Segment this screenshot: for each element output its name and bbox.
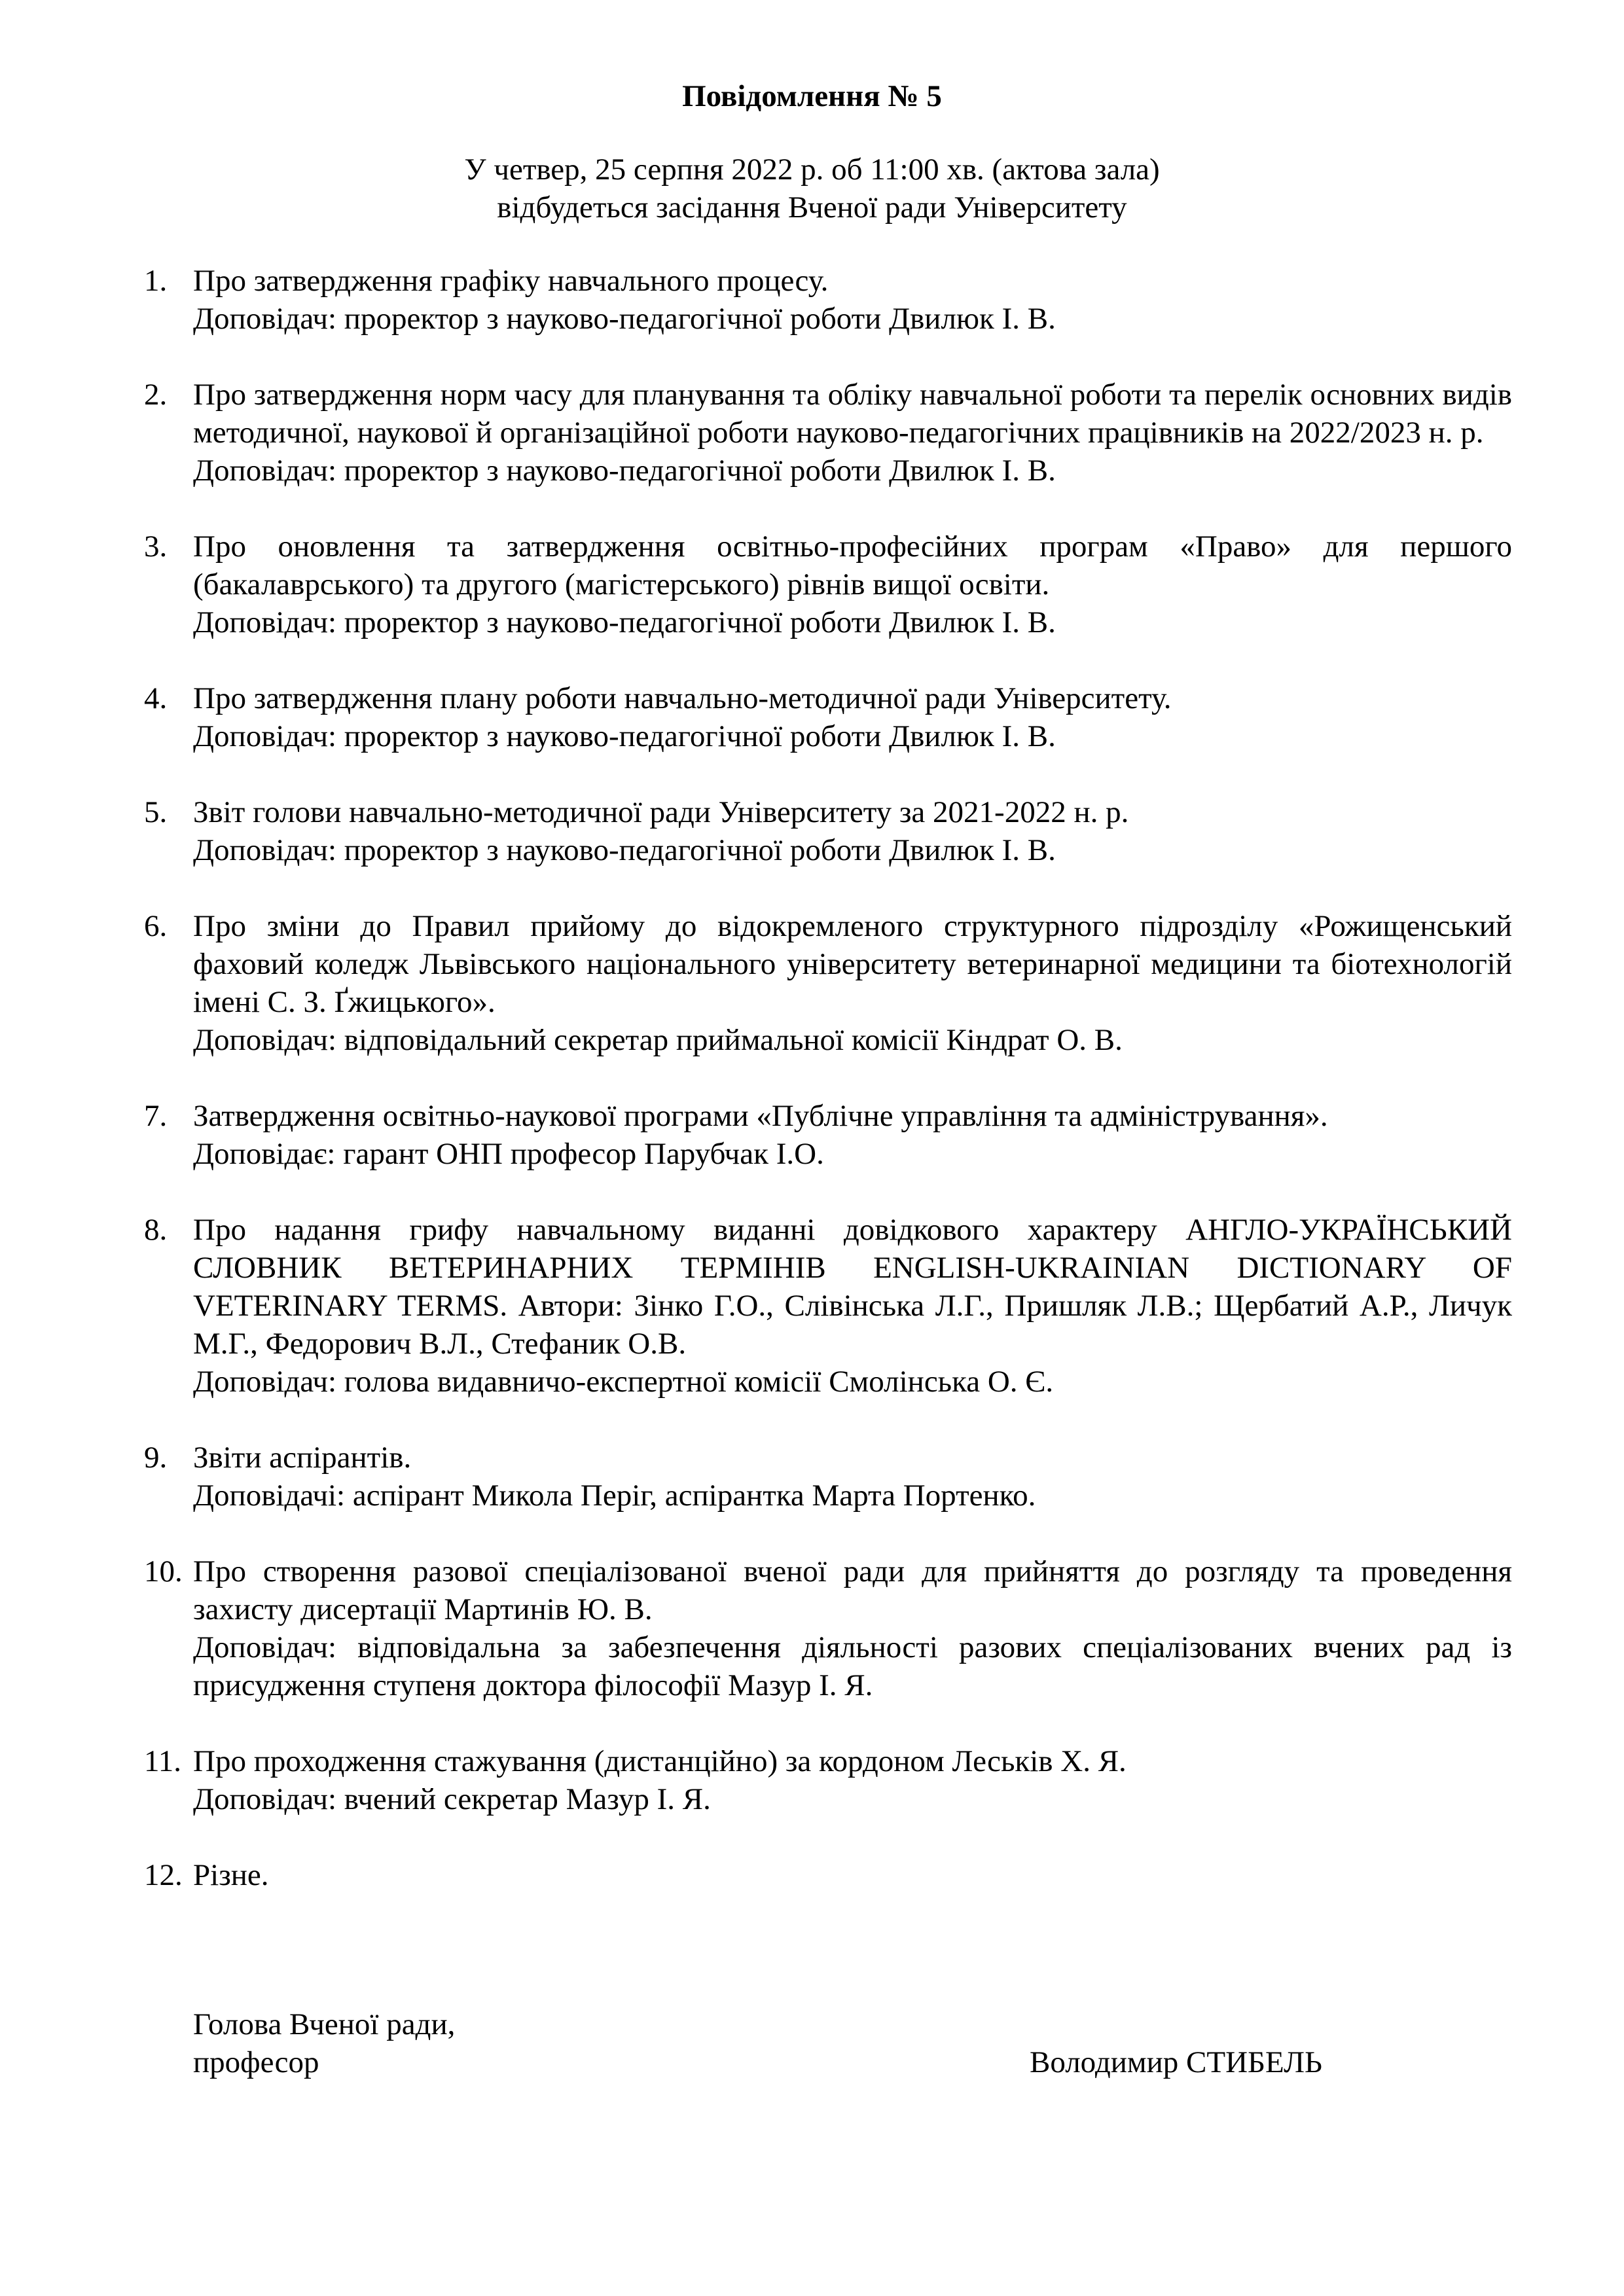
agenda-item-number: 2.	[144, 378, 168, 412]
agenda-item	[144, 793, 1512, 869]
signatory-position-line1: Голова Вченої ради,	[193, 2007, 456, 2041]
agenda-item	[144, 1097, 1512, 1173]
agenda-item-number: 1.	[144, 264, 168, 298]
signature-block	[193, 2005, 1371, 2081]
agenda-item	[144, 1211, 1512, 1401]
agenda-item	[144, 679, 1512, 755]
agenda-item	[144, 1552, 1512, 1704]
agenda-item	[144, 1856, 1512, 1894]
agenda-item	[144, 907, 1512, 1059]
agenda-item	[144, 1742, 1512, 1818]
meeting-purpose-line: відбудеться засідання Вченої ради Університету	[497, 190, 1127, 224]
agenda-item-number: 12.	[144, 1858, 183, 1892]
agenda-item-number: 10.	[144, 1554, 183, 1588]
agenda-item-text: Звіти аспірантів.	[193, 1441, 412, 1475]
agenda-item-text: Про затвердження графіку навчального процесу.	[193, 264, 829, 298]
agenda-item-text: Звіт голови навчально-методичної ради Університету за 2021-2022 н. р.	[193, 795, 1129, 829]
agenda-item-number: 3.	[144, 529, 168, 564]
document-title: Повідомлення № 5	[682, 79, 942, 113]
agenda-item-speaker: Доповідач: вчений секретар Мазур І. Я.	[193, 1782, 711, 1816]
agenda-item	[144, 262, 1512, 338]
agenda-item-text: Затвердження освітньо-наукової програми «Публічне управління та адміністрування».	[193, 1099, 1328, 1133]
agenda-item-speaker: Доповідач: проректор з науково-педагогічної роботи Двилюк І. В.	[193, 605, 1056, 639]
meeting-announcement	[0, 151, 1624, 226]
agenda-item	[144, 528, 1512, 641]
agenda-item-speaker: Доповідач: проректор з науково-педагогічної роботи Двилюк І. В.	[193, 833, 1056, 867]
agenda-item-speaker: Доповідач: голова видавничо-експертної комісії Смолінська О. Є.	[193, 1365, 1054, 1399]
agenda-item-number: 9.	[144, 1441, 168, 1475]
agenda-item-speaker: Доповідає: гарант ОНП професор Парубчак І.О.	[193, 1137, 824, 1171]
agenda-item-speaker: Доповідачі: аспірант Микола Періг, аспірантка Марта Портенко.	[193, 1479, 1036, 1513]
agenda-item-number: 5.	[144, 795, 168, 829]
agenda-item-speaker: Доповідач: проректор з науково-педагогічної роботи Двилюк І. В.	[193, 454, 1056, 488]
signatory-name: Володимир СТИБЕЛЬ	[1030, 2045, 1322, 2079]
agenda-item-number: 11.	[144, 1744, 182, 1778]
agenda-item-text: Про надання грифу навчальному виданні довідкового характеру АНГЛО-УКРАЇНСЬКИЙ СЛОВНИК ВЕТЕРИНАРНИХ ТЕРМІНІВ ENGLISH-UKRAINIAN DICTIONARY OF VETERINARY TERMS. Автори: Зінко Г.О., Слівінська Л.Г., Пришляк Л.В.; Щербатий А.Р., Личук М.Г., Федорович В.Л., Стефаник О.В.	[193, 1213, 1512, 1361]
agenda-list	[144, 262, 1512, 1932]
agenda-item-number: 6.	[144, 909, 168, 943]
agenda-item-text: Про проходження стажування (дистанційно) за кордоном Леськів Х. Я.	[193, 1744, 1127, 1778]
signatory-position-line2: професор	[193, 2045, 319, 2079]
agenda-item-number: 7.	[144, 1099, 168, 1133]
agenda-item	[144, 376, 1512, 490]
agenda-item-text: Про затвердження плану роботи навчально-методичної ради Університету.	[193, 681, 1172, 715]
agenda-item	[144, 1439, 1512, 1515]
agenda-item-text: Про затвердження норм часу для планування та обліку навчальної роботи та перелік основних видів методичної, наукової й організаційної роботи науково-педагогічних працівників на 2022/2023 н. р.	[193, 378, 1512, 450]
agenda-item-text: Про створення разової спеціалізованої вченої ради для прийняття до розгляду та проведення захисту дисертації Мартинів Ю. В.	[193, 1554, 1512, 1626]
agenda-item-number: 4.	[144, 681, 168, 715]
agenda-item-number: 8.	[144, 1213, 168, 1247]
agenda-item-text: Про оновлення та затвердження освітньо-професійних програм «Право» для першого (бакалаврського) та другого (магістерського) рівнів вищої освіти.	[193, 529, 1512, 601]
agenda-item-speaker: Доповідач: відповідальна за забезпечення діяльності разових спеціалізованих вчених рад із присудження ступеня доктора філософії Мазур І. Я.	[193, 1630, 1512, 1702]
agenda-item-text: Про зміни до Правил прийому до відокремленого структурного підрозділу «Рожищенський фаховий коледж Львівського національного університету ветеринарної медицини та біотехнологій імені С. З. Ґжицького».	[193, 909, 1512, 1019]
agenda-item-speaker: Доповідач: проректор з науково-педагогічної роботи Двилюк І. В.	[193, 302, 1056, 336]
agenda-item-speaker: Доповідач: відповідальний секретар приймальної комісії Кіндрат О. В.	[193, 1023, 1123, 1057]
meeting-date-line: У четвер, 25 серпня 2022 р. об 11:00 хв. (актова зала)	[464, 152, 1160, 187]
agenda-item-speaker: Доповідач: проректор з науково-педагогічної роботи Двилюк І. В.	[193, 719, 1056, 753]
agenda-item-text: Різне.	[193, 1858, 269, 1892]
